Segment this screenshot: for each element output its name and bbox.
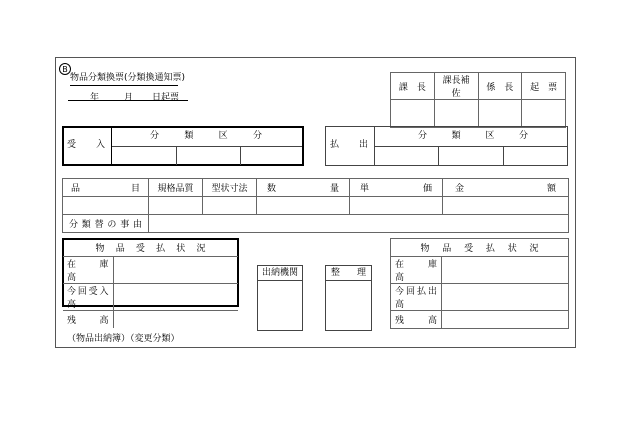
- right-status-title: 物 品 受 払 状 況: [391, 239, 569, 257]
- right-status-stock-cell[interactable]: [442, 257, 569, 284]
- left-status-stock-cell[interactable]: [113, 257, 238, 284]
- col-header-item: 品 目: [63, 179, 149, 197]
- reason-input-cell[interactable]: [149, 215, 569, 233]
- approval-issuer: 起 票: [522, 73, 566, 100]
- approval-stamp-box[interactable]: [391, 100, 435, 128]
- date-month-label: 月: [124, 93, 134, 103]
- form-title: 物品分類換票(分類換通知票): [70, 74, 178, 86]
- items-table: [62, 178, 569, 233]
- item-quantity-cell[interactable]: [257, 197, 350, 215]
- item-amount-cell[interactable]: [443, 197, 569, 215]
- payout-class-cell-3[interactable]: [504, 147, 567, 165]
- right-status-row-label: 残 高: [391, 311, 442, 329]
- approval-table: [390, 72, 566, 128]
- col-header-unit-price: 単 価: [350, 179, 443, 197]
- right-status-row-label: 在 庫 高: [391, 257, 442, 284]
- left-status-row-label: 在 庫 高: [63, 257, 113, 284]
- item-dims-cell[interactable]: [203, 197, 257, 215]
- col-header-quantity: 数 量: [257, 179, 350, 197]
- approval-section-chief: 課 長: [391, 73, 435, 100]
- receive-classification-header: 分 類 区 分: [150, 131, 262, 141]
- right-status-row-label: 今回払出高: [391, 284, 442, 311]
- reason-label: 分類替の事由: [63, 215, 149, 233]
- left-status-title: 物 品 受 払 状 況: [63, 239, 238, 257]
- col-header-amount: 金 額: [443, 179, 569, 197]
- receive-class-cell-3[interactable]: [241, 147, 302, 164]
- approval-deputy-chief: 課長補佐: [434, 73, 478, 100]
- receive-class-cell-2[interactable]: [177, 147, 239, 164]
- dispensing-agency-divider: [257, 280, 303, 281]
- payout-classification-header: 分 類 区 分: [418, 131, 528, 141]
- date-day-label: 日起票: [152, 93, 180, 103]
- left-status-received-cell[interactable]: [113, 284, 238, 311]
- receive-class-cell-1[interactable]: [113, 147, 175, 164]
- item-name-cell[interactable]: [63, 197, 149, 215]
- left-status-balance-cell[interactable]: [113, 311, 238, 329]
- payout-label: 払 出: [330, 140, 368, 150]
- right-status-paid-out-cell[interactable]: [442, 284, 569, 311]
- payout-class-cell-1[interactable]: [375, 147, 437, 165]
- left-status-row-label: 残 高: [63, 311, 113, 329]
- dispensing-agency-label: 出納機関: [261, 268, 298, 278]
- payout-class-cell-2[interactable]: [439, 147, 502, 165]
- approval-stamp-box[interactable]: [522, 100, 566, 128]
- date-year-label: 年: [90, 93, 100, 103]
- approval-subsection-chief: 係 長: [478, 73, 522, 100]
- footer-note: （物品出納簿）（変更分類）: [67, 334, 180, 344]
- item-spec-cell[interactable]: [149, 197, 203, 215]
- right-status-table: [390, 238, 569, 329]
- arrangement-label: 整 理: [331, 268, 366, 278]
- left-status-table: [63, 239, 238, 328]
- approval-stamp-box[interactable]: [434, 100, 478, 128]
- col-header-dims: 型状寸法: [203, 179, 257, 197]
- col-header-spec: 規格品質: [149, 179, 203, 197]
- arrangement-divider: [325, 280, 372, 281]
- left-status-row-label: 今回受入高: [63, 284, 113, 311]
- right-status-balance-cell[interactable]: [442, 311, 569, 329]
- receive-label: 受 入: [67, 140, 105, 150]
- approval-stamp-box[interactable]: [478, 100, 522, 128]
- form-variant-badge: B: [59, 63, 71, 75]
- item-unit-price-cell[interactable]: [350, 197, 443, 215]
